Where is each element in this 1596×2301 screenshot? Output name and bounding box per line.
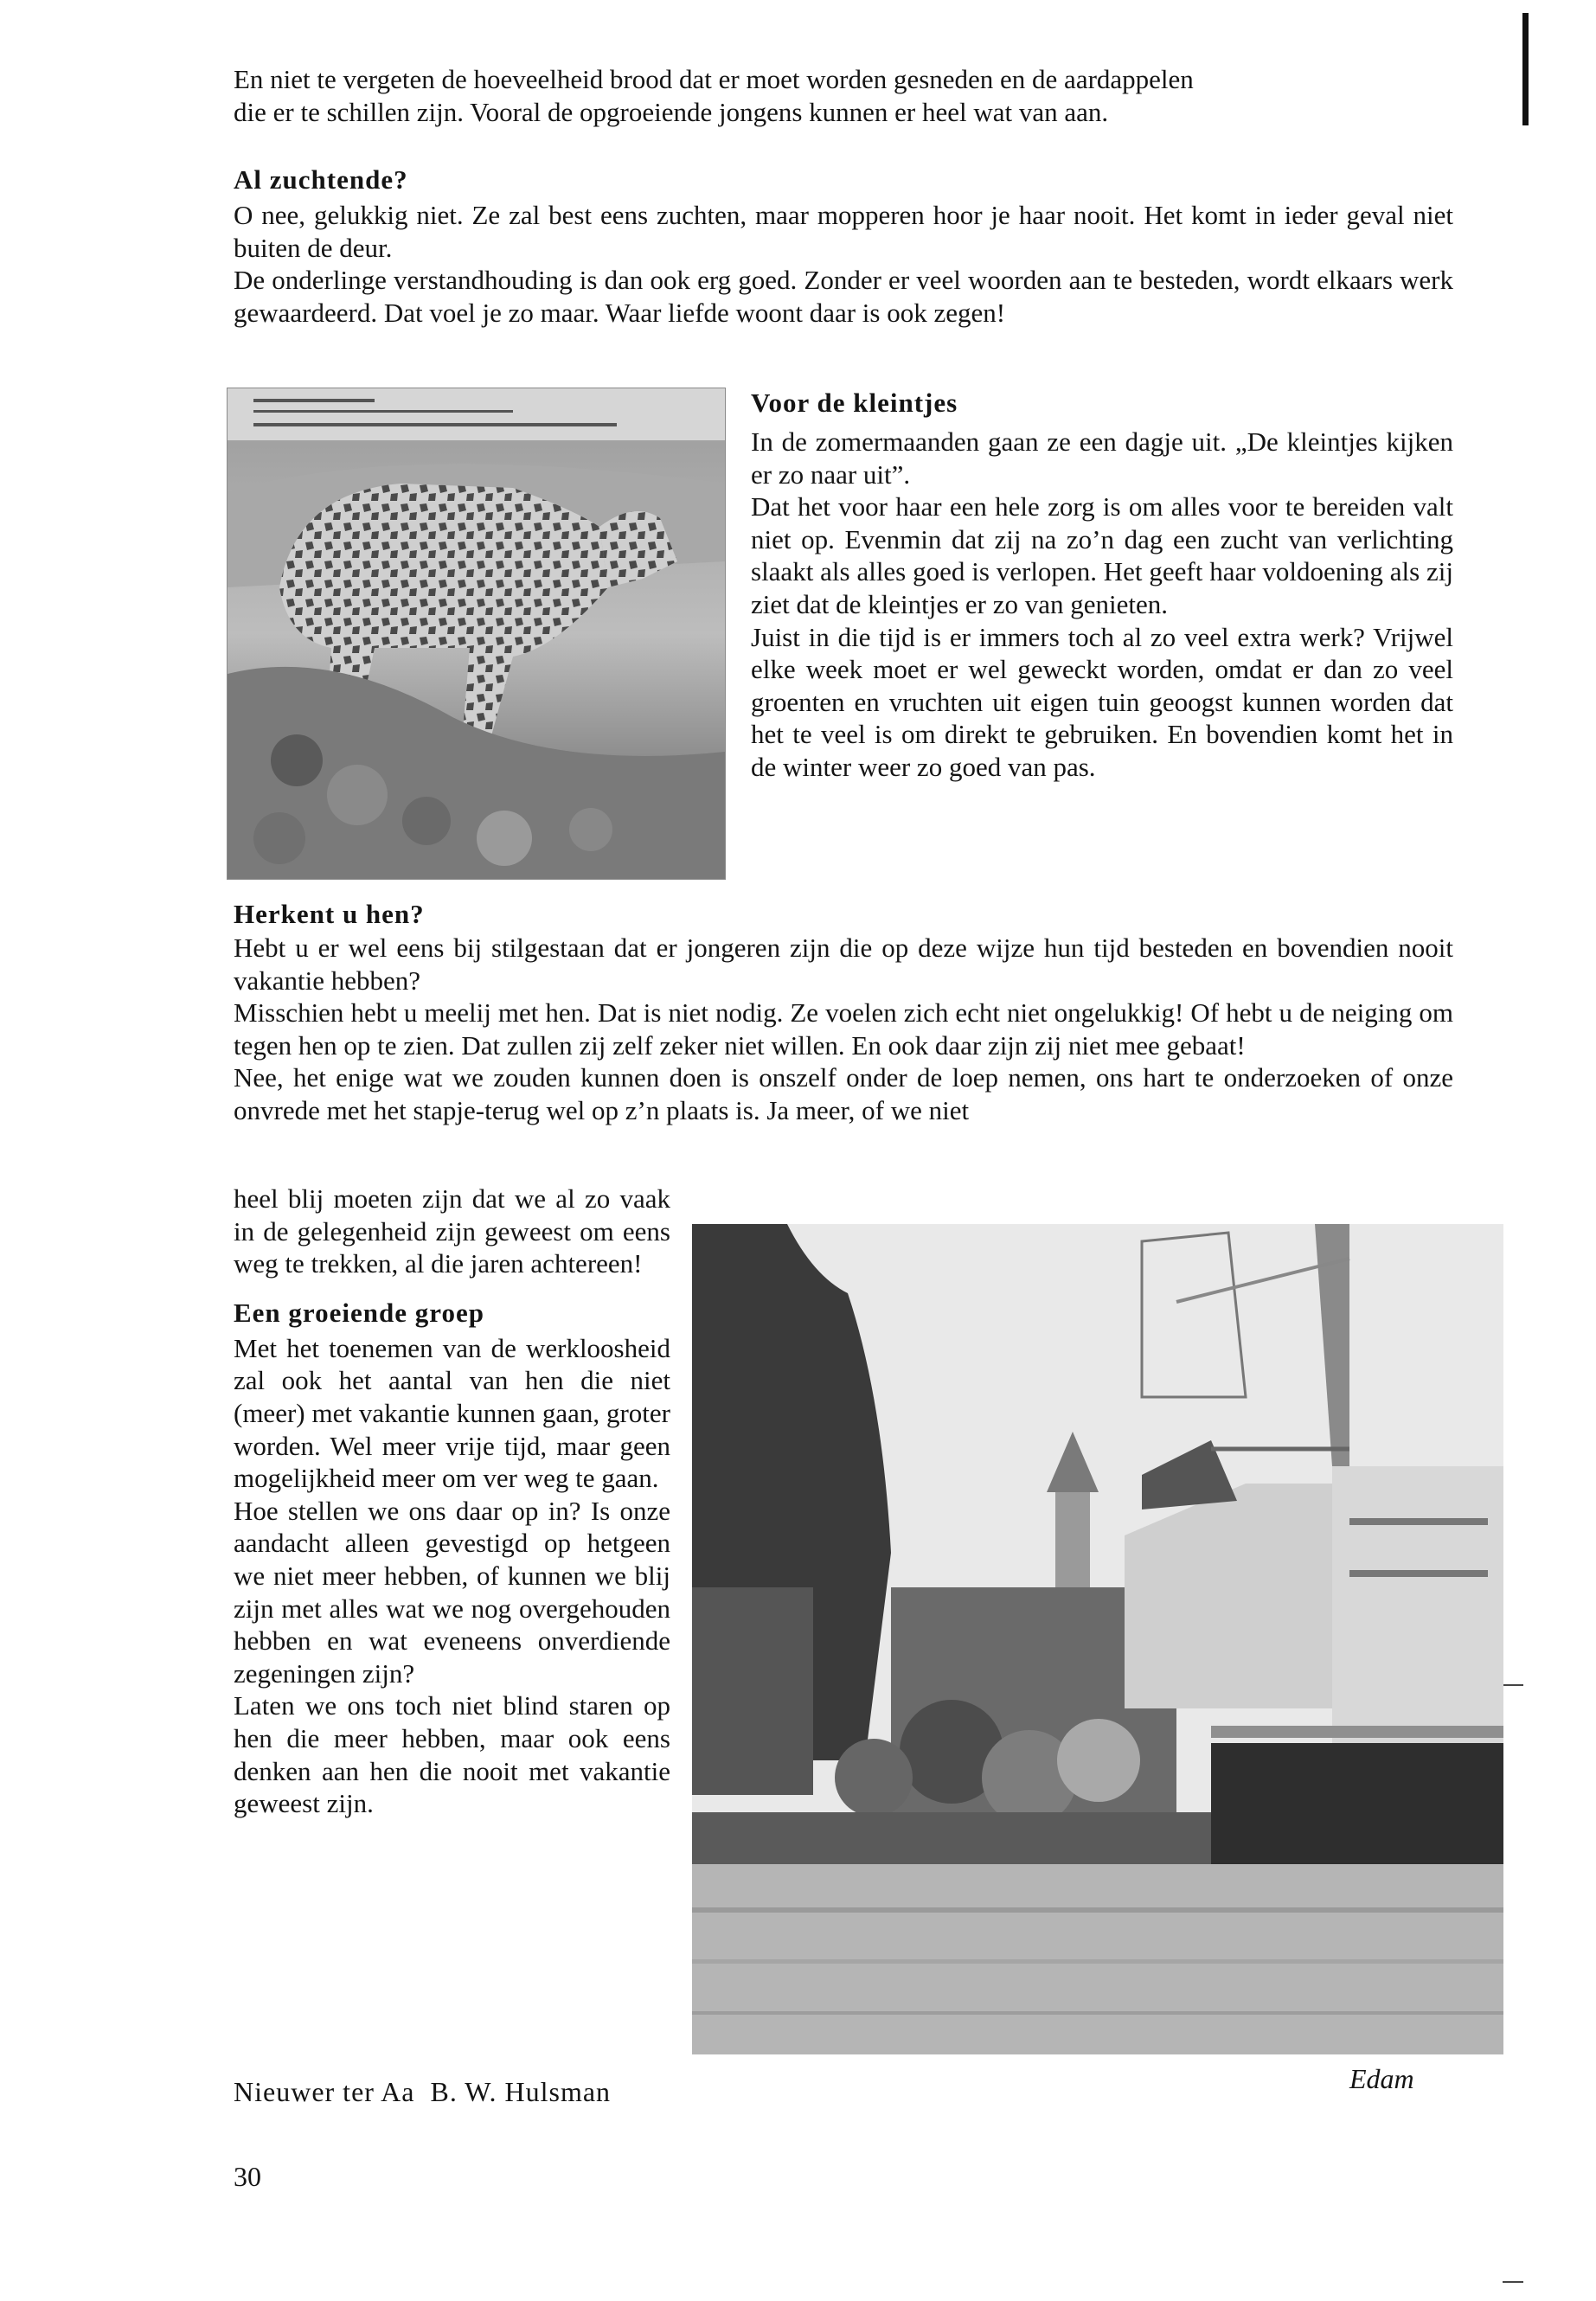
kleintjes-p2: Dat het voor haar een hele zorg is om alles voor te bereiden valt niet op. Evenmin dat zij na zo’n dag een zucht van verlichting slaakt als alles goed is verlopen. Het geeft haar voldoening als zij ziet dat de kleintjes er zo van genieten. xyxy=(751,491,1453,619)
edge-mark xyxy=(1503,2281,1523,2283)
intro-line-2: die er te schillen zijn. Vooral de opgroeiende jongens kunnen er heel wat van aan. xyxy=(234,96,1109,127)
herkent-p1: Hebt u er wel eens bij stilgestaan dat er jongeren zijn die op deze wijze hun tijd besteden en bovendien nooit vakantie hebben? xyxy=(234,933,1453,996)
section-kleintjes xyxy=(751,386,1453,784)
groep-p1: Met het toenemen van de werkloosheid zal ook het aantal van hen die niet (meer) met vakantie kunnen gaan, groter worden. Wel meer vrije tijd, maar geen mogelijkheid meer om ver weg te gaan. xyxy=(234,1332,670,1494)
intro-line-1: En niet te vergeten de hoeveelheid brood dat er moet worden gesneden en de aardappelen xyxy=(234,64,1194,94)
page-edge-bar xyxy=(1522,13,1529,125)
left-column xyxy=(234,1183,670,1820)
kleintjes-p1: In de zomermaanden gaan ze een dagje uit. „De kleintjes kijken er zo naar uit”. xyxy=(751,426,1453,490)
section-heading: Herkent u hen? xyxy=(234,899,425,929)
giraffe-photo xyxy=(227,388,726,880)
section-zucht-body-2: De onderlinge verstandhouding is dan ook erg goed. Zonder er veel woorden aan te besteden, wordt elkaars werk gewaardeerd. Dat voel je zo maar. Waar liefde woont daar is ook zegen! xyxy=(234,265,1453,328)
herkent-p3: Nee, het enige wat we zouden kunnen doen is onszelf onder de loep nemen, ons hart te onderzoeken of onze onvrede met het stapje-terug wel op z’n plaats is. Ja meer, of we niet xyxy=(234,1062,1453,1125)
page-number: 30 xyxy=(234,2161,261,2192)
section-zucht-body: O nee, gelukkig niet. Ze zal best eens zuchten, maar mopperen hoor je haar nooit. Het komt in ieder geval niet buiten de deur. xyxy=(234,200,1453,263)
section-zucht xyxy=(234,163,1453,329)
groep-p2: Hoe stellen we ons daar op in? Is onze aandacht alleen gevestigd op hetgeen we niet meer hebben, of kunnen we blij zijn met alles wat we nog overgehouden hebben en wat eveneens onverdiende zegeningen zijn? xyxy=(234,1495,670,1689)
section-heading: Een groeiende groep xyxy=(234,1297,484,1328)
herkent-p3-continued: heel blij moeten zijn dat we al zo vaak in de gelegenheid zijn geweest om eens weg te trekken, al die jaren achtereen! xyxy=(234,1183,670,1279)
kleintjes-p3: Juist in die tijd is er immers toch al zo veel extra werk? Vrijwel elke week moet er wel geweckt worden, omdat er dan zo veel groenten en vruchten uit eigen tuin geoogst kunnen worden dat het te veel is om direkt te gebruiken. En bovendien komt het in de winter weer zo goed van pas. xyxy=(751,621,1453,782)
edge-mark xyxy=(1503,1684,1523,1686)
section-heading: Al zuchtende? xyxy=(234,164,408,195)
section-heading: Voor de kleintjes xyxy=(751,388,958,418)
photo-caption: Edam xyxy=(1349,2063,1414,2094)
herkent-p2: Misschien hebt u meelij met hen. Dat is niet nodig. Ze voelen zich echt niet ongelukkig! Of hebt u de neiging om tegen hen op te zien. Dat zullen zij zelf zeker niet willen. En ook daar zijn zij niet mee gebaat! xyxy=(234,997,1453,1061)
section-herkent xyxy=(234,897,1453,1127)
intro-block xyxy=(234,63,1453,128)
author-signature: Nieuwer ter Aa B. W. Hulsman xyxy=(234,2076,612,2107)
groep-p3: Laten we ons toch niet blind staren op hen die meer hebben, maar ook eens denken aan hen die nooit met vakantie geweest zijn. xyxy=(234,1690,670,1819)
edam-bridge-photo xyxy=(692,1224,1503,2054)
